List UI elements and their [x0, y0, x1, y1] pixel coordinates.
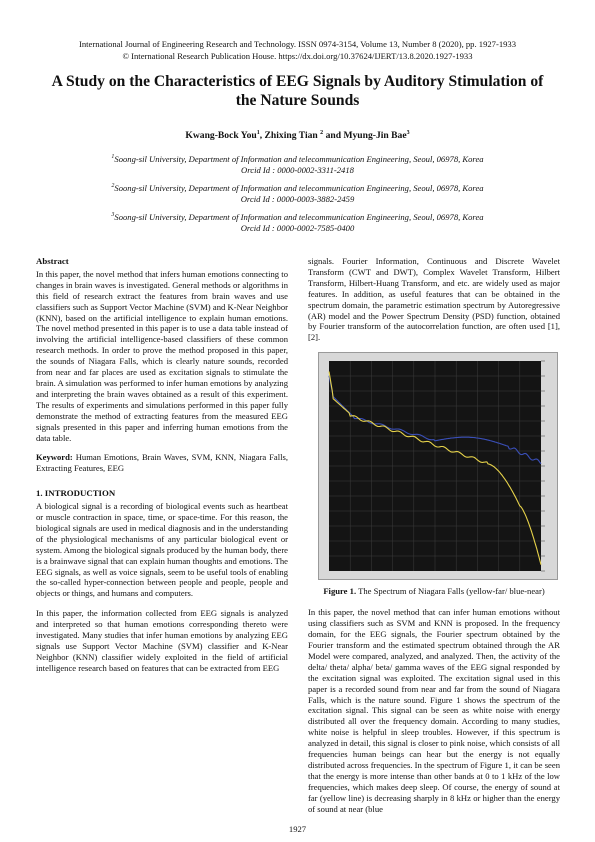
- intro-heading: 1. INTRODUCTION: [36, 488, 116, 499]
- affiliation-3: [0, 210, 595, 234]
- affiliation-text: Soong-sil University, Department of Information and telecommunication Engineering, Seoul, 06978, Korea: [114, 211, 484, 222]
- affiliation-sup: 1: [111, 154, 115, 160]
- author-name: Myung-Jin Bae: [343, 130, 407, 142]
- caption-text: The Spectrum of Niagara Falls (yellow-far/ blue-near): [356, 586, 545, 597]
- spectrum-plot: [319, 353, 557, 579]
- affiliation-sup: 2: [111, 183, 115, 189]
- author-sup: 3: [406, 130, 410, 136]
- keywords-label: Keyword:: [36, 452, 73, 463]
- figure-1-spectrum: [318, 352, 558, 580]
- author-sep: and: [323, 130, 344, 142]
- journal-header: [0, 38, 595, 62]
- author-name: Zhixing Tian: [264, 130, 321, 142]
- journal-doi: © International Research Publication House. https://dx.doi.org/10.37624/IJERT/13.8.2020.1927-1933: [122, 51, 473, 61]
- abstract-text: In this paper, the novel method that infers human emotions connecting to changes in brain waves is investigated. General methods or algorithms in this field of research extract the features from brain waves and use classifiers such as Support Vector Machine (SVM) and K-Near Neighbor (KNN), based on the artificial intelligence to explain human emotions. The novel method presented in this paper is to use a data table instead of involving the artificial intelligence-based classifiers of these common research methods. In order to prove the method proposed in this paper, the sounds of Niagara Falls, which is clearly nature sounds, recorded from near and far places are used as excitation signals to stimulate the brain. A simulation was performed to infer human emotions by analyzing and interpreting the brain waves obtained as a result of this experiment. The results of experiments and simulations performed in this paper fully demonstrate the method of extracting features from the measured EEG signals presented in this paper and inferring human emotions from the data table.: [36, 268, 288, 443]
- left-column: [36, 256, 288, 683]
- author-name: Kwang-Bock You: [185, 130, 257, 142]
- caption-label: Figure 1.: [323, 586, 357, 597]
- affiliation-orcid: Orcid Id : 0000-0003-3882-2459: [240, 193, 355, 204]
- affiliation-1: [0, 152, 595, 176]
- affiliation-text: Soong-sil University, Department of Information and telecommunication Engineering, Seoul, 06978, Korea: [114, 182, 484, 193]
- author-sep: ,: [259, 130, 265, 142]
- intro-paragraph-2: In this paper, the information collected from EEG signals is analyzed and interpreted so that human emotions corresponding thereto were investigated. Many studies that infer human emotions by analyzing EEG signals use Support Vector Machine (SVM) classifier and K-Near Neighbor (KNN) classifier widely exploited in the field of artificial intelligence research based on features that can be extracted from EEG: [36, 608, 288, 673]
- author-sup: 1: [256, 130, 260, 136]
- author-sup: 2: [320, 130, 324, 136]
- affiliation-orcid: Orcid Id : 0000-0002-7585-0400: [240, 222, 355, 233]
- affiliation-2: [0, 181, 595, 205]
- intro-paragraph-1: A biological signal is a recording of biological events such as heartbeat or muscle contraction in space, time, or space-time. For this reason, the biological signals are used in medical diagnosis and in the understanding of the physiological mechanisms of any particular biological event or system. Among the biological signals produced by the human body, there is a brainwave signal that can explain human thoughts and emotions. The EEG signals, as well as voice signals, seem to be useful tools of enabling the so-called hyper-connection between people and people, people and objects or things, and humans and computers.: [36, 501, 288, 599]
- paper-title: A Study on the Characteristics of EEG Signals by Auditory Stimulation of the Nature Sounds: [51, 73, 544, 109]
- figure-caption: [308, 586, 560, 597]
- page-number: 1927: [288, 824, 307, 834]
- affiliation-sup: 3: [111, 212, 115, 218]
- right-paragraph-2: In this paper, the novel method that can infer human emotions without using classifiers such as SVM and KNN is proposed. In the frequency domain, for the EEG signals, the Fourier spectrum obtained by the Fourier transform and the estimated spectrum obtained through the AR Model were compared, analyzed, and analyzed. Then, the activity of the delta/ theta/ alpha/ beta/ gamma waves of the EEG signal responded by the excitation signal was exploited. The excitation signal used in this paper is a recorded sound from near and far from the sound of Niagara Falls, which is the nature sound. Figure 1 shows the spectrum of the excitation signal. This signal can be seen as white noise with energy distributed all over the frequency domain. According to many studies, white noise is helpful in sleep troubles. However, if this spectrum is analyzed in detail, this signal is closer to pink noise, which consists of all frequencies human beings can hear but the energy is not equally distributed across frequencies. In the spectrum of Figure 1, it can be seen that the energy is more intense than other bands at 0 to 1 kHz of the low frequencies, which makes deep sleep. Of course, the energy of sound at far (yellow line) is decreasing sharply in 8 kHz or higher than the energy of sound at near (blue: [308, 607, 560, 814]
- keywords: [36, 452, 288, 474]
- right-column: [308, 256, 560, 823]
- affiliation-orcid: Orcid Id : 0000-0002-3311-2418: [241, 164, 354, 175]
- right-paragraph-1: signals. Fourier Information, Continuous and Discrete Wavelet Transform (CWT and DWT), Complex Wavelet Transform, Hilbert Transform, Hilbert-Huang Transform, and etc. are widely used as major features. In addition, as useful features that can be obtained in the spectrum domain, the parametric estimation spectrum by Autoregressive (AR) model and the Power Spectrum Density (PSD) function, obtained by Fourier transform of the autocorrelation function, are often used [1], [2].: [308, 256, 560, 343]
- keywords-text: Human Emotions, Brain Waves, SVM, KNN, Niagara Falls, Extracting Features, EEG: [36, 452, 288, 474]
- author-list: [0, 130, 595, 141]
- journal-citation: International Journal of Engineering Research and Technology. ISSN 0974-3154, Volume 13, Number 8 (2020), pp. 1927-1933: [78, 39, 517, 49]
- affiliation-text: Soong-sil University, Department of Information and telecommunication Engineering, Seoul, 06978, Korea: [114, 153, 484, 164]
- abstract-heading: Abstract: [36, 256, 69, 266]
